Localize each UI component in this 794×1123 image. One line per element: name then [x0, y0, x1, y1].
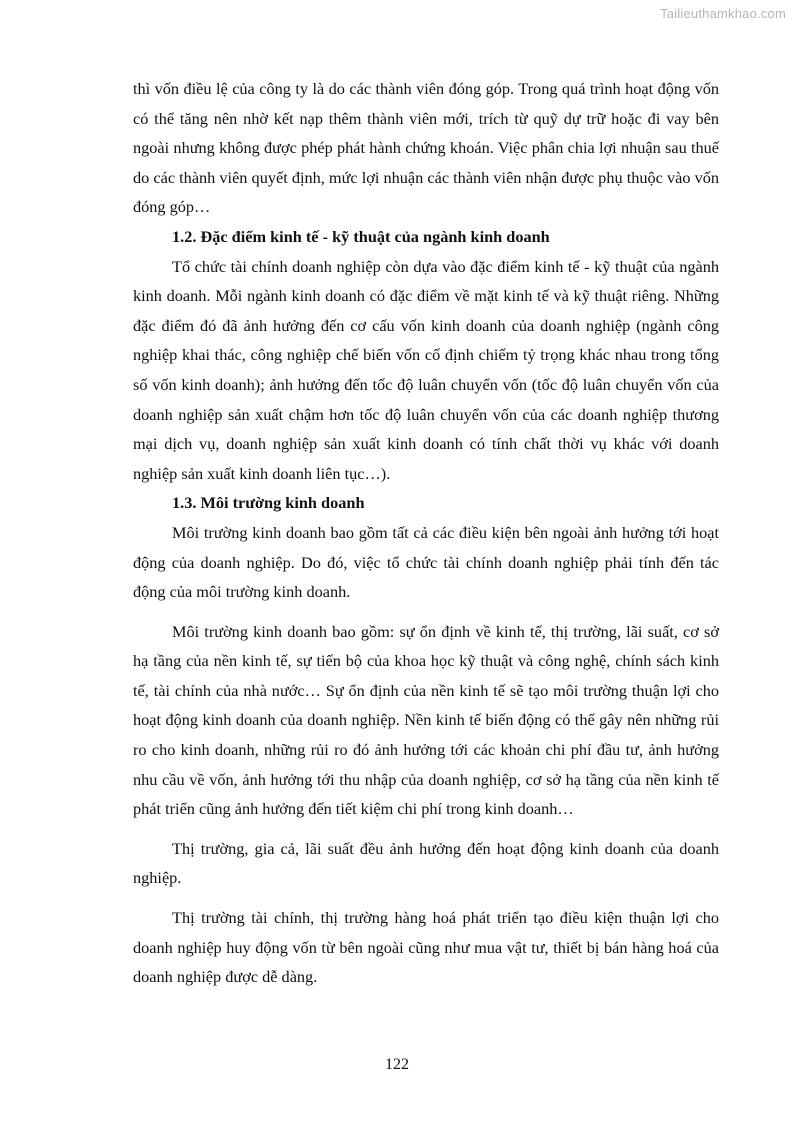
paragraph-market-prices: Thị trường, gia cả, lãi suất đều ảnh hưởng đến hoạt động kinh doanh của doanh nghiệp. — [133, 838, 719, 888]
page-number: 122 — [385, 1056, 409, 1073]
document-body — [133, 74, 719, 992]
paragraph-financial-market: Thị trường tài chính, thị trường hàng hoá phát triển tạo điều kiện thuận lợi cho doanh nghiệp huy động vốn từ bên ngoài cũng như mua vật tư, thiết bị bán hàng hoá của doanh nghiệp được dễ dàng. — [133, 908, 719, 987]
section-heading-1-3: 1.3. Môi trường kinh doanh — [172, 493, 365, 513]
paragraph-continuation: thì vốn điều lệ của công ty là do các thành viên đóng góp. Trong quá trình hoạt động vốn có thể tăng nên nhờ kết nạp thêm thành viên mới, trích từ quỹ dự trữ hoặc đi vay bên ngoài nhưng không được phép phát hành chứng khoán. Việc phân chia lợi nhuận sau thuế do các thành viên quyết định, mức lợi nhuận các thành viên nhận được phụ thuộc vào vốn đóng góp… — [133, 79, 719, 217]
paragraph-business-environment-intro: Môi trường kinh doanh bao gồm tất cả các điều kiện bên ngoài ảnh hưởng tới hoạt động của doanh nghiệp. Do đó, việc tổ chức tài chính doanh nghiệp phải tính đến tác động của môi trường kinh doanh. — [133, 522, 719, 602]
paragraph-technical-characteristics: Tổ chức tài chính doanh nghiệp còn dựa vào đặc điểm kinh tế - kỹ thuật của ngành kinh doanh. Mỗi ngành kinh doanh có đặc điểm về mặt kinh tế và kỹ thuật riêng. Những đặc điểm đó đã ảnh hưởng đến cơ cấu vốn kinh doanh của doanh nghiệp (ngành công nghiệp khai thác, công nghiệp chế biến vốn cố định chiếm tỷ trọng khác nhau trong tổng số vốn kinh doanh); ảnh hưởng đến tốc độ luân chuyển vốn (tốc độ luân chuyển vốn của doanh nghiệp sản xuất chậm hơn tốc độ luân chuyển vốn của các doanh nghiệp thương mại dịch vụ, doanh nghiệp sản xuất kinh doanh có tính chất thời vụ khác với doanh nghiệp sản xuất kinh doanh liên tục…). — [133, 256, 719, 483]
paragraph-business-environment-components: Môi trường kinh doanh bao gồm: sự ổn định về kinh tế, thị trường, lãi suất, cơ sở hạ tầng của nền kinh tế, sự tiến bộ của khoa học kỹ thuật và công nghệ, chính sách kinh tế, tài chính của nhà nước… Sự ổn định của nền kinh tế sẽ tạo môi trường thuận lợi cho hoạt động kinh doanh của doanh nghiệp. Nền kinh tế biến động có thể gây nên những rủi ro cho kinh doanh, những rủi ro đó ảnh hưởng tới các khoản chi phí đầu tư, ảnh hưởng nhu cầu về vốn, ảnh hưởng tới thu nhập của doanh nghiệp, cơ sở hạ tầng của nền kinh tế phát triển cũng ảnh hưởng đến tiết kiệm chi phí trong kinh doanh… — [133, 621, 719, 819]
watermark: Tailieuthamkhao.com — [660, 6, 786, 21]
section-heading-1-2: 1.2. Đặc điểm kinh tế - kỹ thuật của ngành kinh doanh — [172, 226, 550, 246]
